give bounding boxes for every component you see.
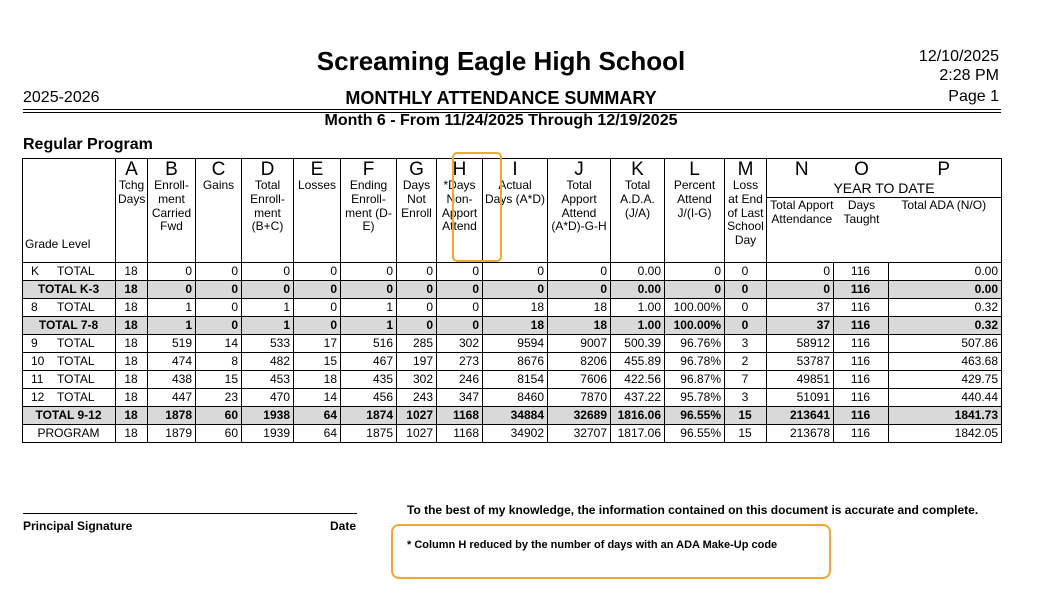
cell-p: 0.00	[889, 281, 1002, 299]
column-h-highlight	[452, 152, 502, 262]
cell-e: 0	[294, 281, 341, 299]
column-letter-l: L	[689, 159, 700, 180]
column-header-a	[116, 159, 148, 263]
cell-k: 437.22	[611, 389, 665, 407]
cell-n: 51091	[767, 389, 834, 407]
cell-f: 435	[341, 371, 397, 389]
cell-g: 0	[397, 299, 437, 317]
cell-e: 64	[294, 407, 341, 425]
column-label-c: Gains	[202, 178, 235, 192]
cell-n: 213641	[767, 407, 834, 425]
cell-a: 18	[116, 407, 148, 425]
column-label-h: *Days Non-Apport Attend	[441, 178, 478, 234]
cell-c: 8	[196, 353, 242, 371]
cell-i: 18	[483, 299, 548, 317]
cell-l: 100.00%	[665, 317, 725, 335]
cell-f: 1875	[341, 425, 397, 443]
cell-g: 1027	[397, 407, 437, 425]
cell-o: 116	[834, 317, 889, 335]
row-total-label: TOTAL	[57, 299, 95, 314]
cell-h: 302	[437, 335, 483, 353]
row-label	[23, 281, 116, 299]
cell-l: 0	[665, 281, 725, 299]
cell-h: 347	[437, 389, 483, 407]
cell-d: 1939	[242, 425, 294, 443]
column-header-e	[294, 159, 341, 263]
cell-p: 0.32	[889, 299, 1002, 317]
row-label	[23, 317, 116, 335]
page-number: Page 1	[948, 88, 999, 105]
cell-l: 0	[665, 263, 725, 281]
cell-h: 273	[437, 353, 483, 371]
cell-p: 0.32	[889, 317, 1002, 335]
cell-j: 18	[548, 299, 611, 317]
column-label-l: Percent Attend J/(I-G)	[673, 178, 716, 220]
cell-j: 7606	[548, 371, 611, 389]
cell-m: 0	[725, 263, 767, 281]
report-time: 2:28 PM	[939, 67, 999, 84]
row-total-label: TOTAL	[57, 335, 95, 350]
row-total-label: TOTAL	[57, 389, 95, 404]
row-label	[23, 335, 116, 353]
certification-statement: To the best of my knowledge, the information contained on this document is accurate and complete.	[407, 503, 979, 517]
cell-n: 37	[767, 299, 834, 317]
cell-m: 15	[725, 407, 767, 425]
cell-d: 533	[242, 335, 294, 353]
cell-d: 1	[242, 299, 294, 317]
column-label-k: Total A.D.A. (J/A)	[620, 178, 655, 220]
cell-b: 0	[148, 263, 196, 281]
column-label-g: Days Not Enroll	[401, 178, 432, 220]
cell-b: 1878	[148, 407, 196, 425]
cell-g: 1027	[397, 425, 437, 443]
row-grade: 11	[31, 371, 44, 386]
row-label	[23, 353, 116, 371]
cell-p: 1842.05	[889, 425, 1002, 443]
cell-f: 0	[341, 281, 397, 299]
program-heading: Regular Program	[23, 136, 153, 153]
cell-m: 2	[725, 353, 767, 371]
row-grade: 8	[31, 299, 38, 314]
column-label-a: Tchg Days	[118, 178, 146, 206]
column-label-j: Total Apport Attend (A*D)-G-H	[551, 178, 607, 234]
cell-o: 116	[834, 425, 889, 443]
cell-a: 18	[116, 425, 148, 443]
cell-m: 3	[725, 389, 767, 407]
column-letter-d: D	[260, 159, 275, 180]
cell-g: 0	[397, 281, 437, 299]
cell-c: 23	[196, 389, 242, 407]
column-header-j	[548, 159, 611, 263]
cell-i: 0	[483, 281, 548, 299]
row-grade: 12	[31, 389, 45, 404]
column-letter-n: N	[794, 159, 809, 180]
column-letter-c: C	[211, 159, 226, 180]
column-letter-o: O	[854, 159, 869, 180]
school-name: Screaming Eagle High School	[316, 46, 686, 76]
table-row	[23, 353, 1002, 371]
cell-a: 18	[116, 263, 148, 281]
column-label-e: Losses	[297, 178, 337, 192]
cell-c: 0	[196, 281, 242, 299]
cell-d: 453	[242, 371, 294, 389]
table-row	[23, 281, 1002, 299]
cell-a: 18	[116, 389, 148, 407]
ytd-label: YEAR TO DATE	[767, 179, 1001, 198]
column-letter-g: G	[409, 159, 424, 180]
column-letter-k: K	[631, 159, 644, 180]
cell-h: 1168	[437, 407, 483, 425]
table-row	[23, 299, 1002, 317]
report-title: MONTHLY ATTENDANCE SUMMARY	[345, 88, 657, 108]
cell-m: 0	[725, 299, 767, 317]
cell-n: 37	[767, 317, 834, 335]
row-total-label: TOTAL	[57, 263, 95, 278]
row-total-label: TOTAL	[57, 353, 95, 368]
column-header-d	[242, 159, 294, 263]
cell-p: 429.75	[889, 371, 1002, 389]
cell-p: 463.68	[889, 353, 1002, 371]
column-letter-j: J	[574, 159, 584, 180]
row-label	[23, 407, 116, 425]
cell-f: 456	[341, 389, 397, 407]
attendance-table	[22, 158, 1002, 443]
cell-c: 0	[196, 317, 242, 335]
row-label	[23, 389, 116, 407]
cell-b: 438	[148, 371, 196, 389]
cell-b: 1879	[148, 425, 196, 443]
column-letter-m: M	[737, 159, 754, 180]
cell-n: 49851	[767, 371, 834, 389]
row-total-label: TOTAL	[57, 371, 95, 386]
cell-a: 18	[116, 353, 148, 371]
column-header-f	[341, 159, 397, 263]
column-header-k	[611, 159, 665, 263]
cell-a: 18	[116, 335, 148, 353]
row-grade: 9	[31, 335, 38, 350]
column-header-c	[196, 159, 242, 263]
column-letter-f: F	[362, 159, 375, 180]
cell-g: 285	[397, 335, 437, 353]
cell-a: 18	[116, 371, 148, 389]
cell-i: 8154	[483, 371, 548, 389]
column-label-b: Enroll-ment Carried Fwd	[151, 178, 192, 234]
cell-g: 243	[397, 389, 437, 407]
signature-line	[23, 513, 357, 514]
cell-b: 1	[148, 299, 196, 317]
column-label-p: Total ADA (N/O)	[901, 198, 987, 213]
cell-o: 116	[834, 335, 889, 353]
cell-i: 8460	[483, 389, 548, 407]
cell-j: 18	[548, 317, 611, 335]
cell-l: 96.76%	[665, 335, 725, 353]
school-year: 2025-2026	[23, 89, 100, 106]
cell-e: 64	[294, 425, 341, 443]
table-row	[23, 335, 1002, 353]
cell-k: 500.39	[611, 335, 665, 353]
cell-k: 455.89	[611, 353, 665, 371]
row-total-label: TOTAL K-3	[37, 281, 100, 296]
column-letter-p: P	[937, 159, 951, 180]
column-label-o: Days Taught	[843, 198, 880, 226]
cell-f: 0	[341, 263, 397, 281]
cell-d: 0	[242, 281, 294, 299]
cell-k: 1817.06	[611, 425, 665, 443]
cell-j: 0	[548, 281, 611, 299]
cell-d: 1938	[242, 407, 294, 425]
table-row	[23, 371, 1002, 389]
row-label	[23, 263, 116, 281]
cell-k: 0.00	[611, 281, 665, 299]
cell-k: 1816.06	[611, 407, 665, 425]
cell-b: 447	[148, 389, 196, 407]
cell-l: 95.78%	[665, 389, 725, 407]
footnote-highlight	[391, 524, 831, 579]
cell-f: 1	[341, 317, 397, 335]
cell-a: 18	[116, 299, 148, 317]
cell-e: 0	[294, 299, 341, 317]
row-total-label: TOTAL 7-8	[38, 317, 99, 332]
column-letter-e: E	[310, 159, 324, 180]
cell-b: 519	[148, 335, 196, 353]
cell-i: 18	[483, 317, 548, 335]
column-label-i: Actual Days (A*D)	[485, 178, 546, 206]
cell-k: 1.00	[611, 299, 665, 317]
cell-m: 7	[725, 371, 767, 389]
table-row	[23, 407, 1002, 425]
header-rule-top	[23, 109, 1001, 110]
cell-c: 14	[196, 335, 242, 353]
cell-b: 1	[148, 317, 196, 335]
month-range: Month 6 - From 11/24/2025 Through 12/19/2025	[324, 112, 678, 129]
column-header-m	[725, 159, 767, 263]
column-h-footnote: * Column H reduced by the number of days with an ADA Make-Up code	[407, 539, 778, 551]
cell-d: 1	[242, 317, 294, 335]
cell-m: 15	[725, 425, 767, 443]
cell-f: 1874	[341, 407, 397, 425]
cell-m: 0	[725, 317, 767, 335]
table-row	[23, 425, 1002, 443]
column-letter-i: I	[512, 159, 518, 180]
cell-j: 7870	[548, 389, 611, 407]
column-label-n: Total Apport Attendance	[770, 198, 834, 226]
cell-j: 9007	[548, 335, 611, 353]
cell-m: 0	[725, 281, 767, 299]
cell-h: 1168	[437, 425, 483, 443]
cell-e: 15	[294, 353, 341, 371]
cell-g: 302	[397, 371, 437, 389]
cell-p: 507.86	[889, 335, 1002, 353]
cell-i: 9594	[483, 335, 548, 353]
cell-b: 0	[148, 281, 196, 299]
cell-n: 0	[767, 281, 834, 299]
cell-l: 100.00%	[665, 299, 725, 317]
cell-o: 116	[834, 407, 889, 425]
cell-d: 470	[242, 389, 294, 407]
cell-d: 0	[242, 263, 294, 281]
principal-signature-label: Principal Signature	[23, 519, 133, 533]
cell-l: 96.55%	[665, 407, 725, 425]
cell-l: 96.78%	[665, 353, 725, 371]
cell-e: 14	[294, 389, 341, 407]
cell-j: 0	[548, 263, 611, 281]
row-label	[23, 299, 116, 317]
cell-j: 8206	[548, 353, 611, 371]
cell-d: 482	[242, 353, 294, 371]
cell-m: 3	[725, 335, 767, 353]
cell-k: 0.00	[611, 263, 665, 281]
cell-h: 246	[437, 371, 483, 389]
cell-l: 96.87%	[665, 371, 725, 389]
cell-a: 18	[116, 281, 148, 299]
cell-n: 0	[767, 263, 834, 281]
column-label-d: Total Enroll-ment (B+C)	[250, 178, 285, 234]
cell-a: 18	[116, 317, 148, 335]
cell-e: 0	[294, 263, 341, 281]
cell-f: 467	[341, 353, 397, 371]
cell-c: 15	[196, 371, 242, 389]
cell-o: 116	[834, 263, 889, 281]
cell-k: 422.56	[611, 371, 665, 389]
cell-h: 0	[437, 263, 483, 281]
column-letter-b: B	[165, 159, 178, 180]
column-label-m: Loss at End of Last School Day	[727, 178, 764, 248]
cell-c: 60	[196, 425, 242, 443]
cell-o: 116	[834, 281, 889, 299]
cell-h: 0	[437, 317, 483, 335]
header-row	[23, 159, 1002, 263]
report-date: 12/10/2025	[918, 48, 999, 65]
row-total-label: PROGRAM	[37, 425, 100, 440]
cell-n: 53787	[767, 353, 834, 371]
cell-e: 17	[294, 335, 341, 353]
date-label: Date	[330, 519, 357, 533]
cell-h: 0	[437, 299, 483, 317]
cell-g: 197	[397, 353, 437, 371]
cell-f: 1	[341, 299, 397, 317]
row-grade: 10	[31, 353, 45, 368]
cell-j: 32689	[548, 407, 611, 425]
column-label-f: Ending Enroll-ment (D-E)	[345, 178, 392, 234]
grade-level-header: Grade Level	[23, 159, 116, 263]
cell-e: 0	[294, 317, 341, 335]
cell-i: 34884	[483, 407, 548, 425]
cell-i: 0	[483, 263, 548, 281]
table-row	[23, 263, 1002, 281]
cell-p: 0.00	[889, 263, 1002, 281]
cell-c: 0	[196, 299, 242, 317]
cell-f: 516	[341, 335, 397, 353]
column-header-l	[665, 159, 725, 263]
cell-c: 60	[196, 407, 242, 425]
column-letter-a: A	[125, 159, 138, 180]
column-header-b	[148, 159, 196, 263]
table-row	[23, 389, 1002, 407]
cell-p: 440.44	[889, 389, 1002, 407]
cell-c: 0	[196, 263, 242, 281]
column-header-g	[397, 159, 437, 263]
column-letter-h: H	[452, 159, 467, 180]
cell-l: 96.55%	[665, 425, 725, 443]
cell-n: 213678	[767, 425, 834, 443]
table-row	[23, 317, 1002, 335]
cell-h: 0	[437, 281, 483, 299]
cell-o: 116	[834, 389, 889, 407]
row-total-label: TOTAL 9-12	[35, 407, 102, 422]
year-to-date-header	[767, 159, 1002, 263]
cell-o: 116	[834, 299, 889, 317]
cell-e: 18	[294, 371, 341, 389]
cell-i: 34902	[483, 425, 548, 443]
cell-p: 1841.73	[889, 407, 1002, 425]
cell-n: 58912	[767, 335, 834, 353]
cell-g: 0	[397, 263, 437, 281]
cell-o: 116	[834, 371, 889, 389]
cell-g: 0	[397, 317, 437, 335]
cell-o: 116	[834, 353, 889, 371]
row-label	[23, 425, 116, 443]
row-label	[23, 371, 116, 389]
cell-b: 474	[148, 353, 196, 371]
cell-i: 8676	[483, 353, 548, 371]
row-grade: K	[31, 263, 40, 278]
cell-k: 1.00	[611, 317, 665, 335]
cell-j: 32707	[548, 425, 611, 443]
